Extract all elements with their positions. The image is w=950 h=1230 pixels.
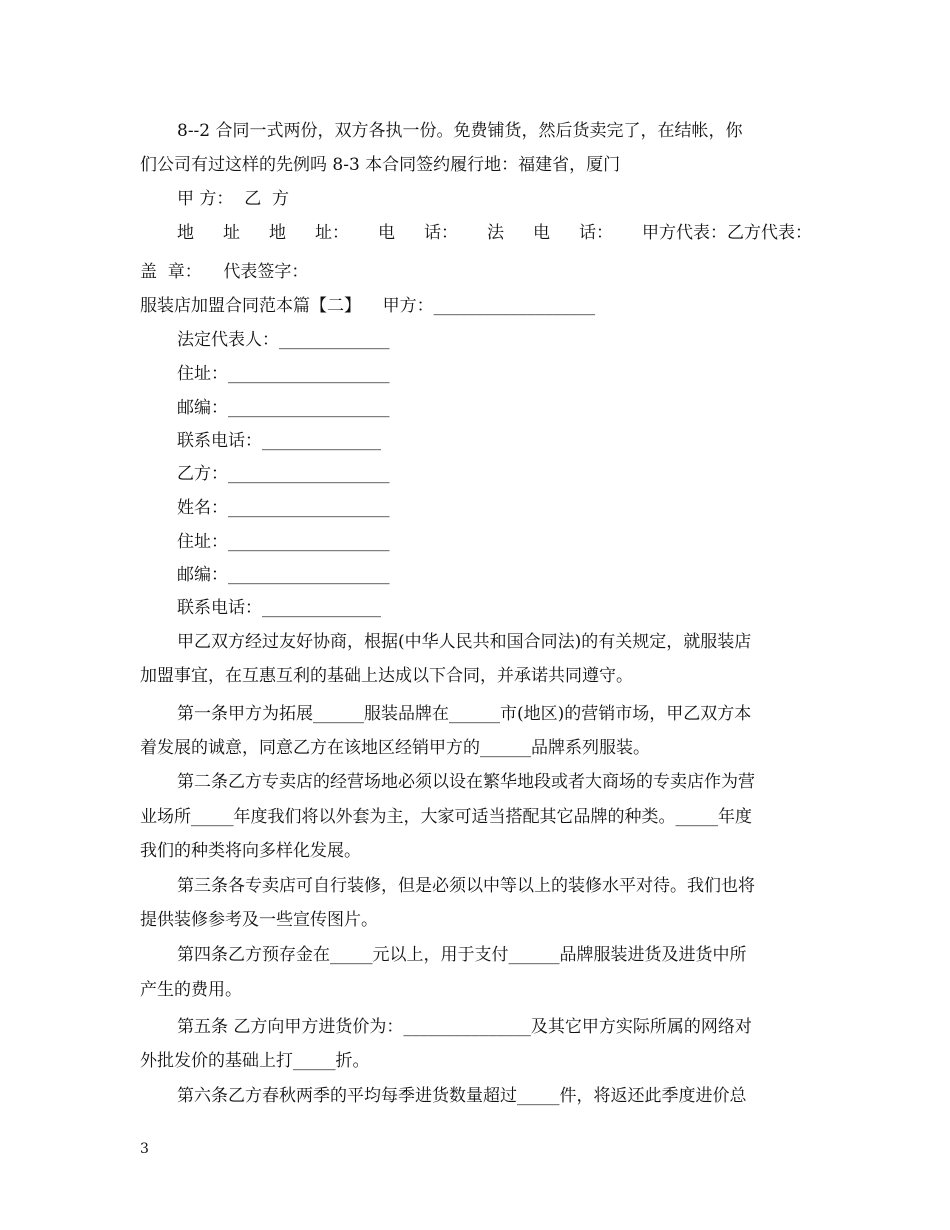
address-label: 地	[177, 223, 194, 243]
address-label: 地	[269, 223, 286, 243]
text-line: 甲 方： 乙 方	[177, 189, 290, 209]
paragraph-line: 第五条 乙方向甲方进货价为：_______________及其它甲方实际所属的网络对	[177, 1017, 752, 1037]
address-label: 址	[223, 223, 240, 243]
paragraph-line: 我们的种类将向多样化发展。	[140, 841, 361, 861]
legal-phone-label: 法	[487, 223, 504, 243]
text-line: 盖 章： 代表签字：	[140, 262, 309, 282]
form-field-line: 住址：___________________	[177, 532, 390, 552]
paragraph-line: 甲乙双方经过友好协商，根据(中华人民共和国合同法)的有关规定，就服装店	[177, 632, 752, 652]
paragraph-line: 第六条乙方春秋两季的平均每季进货数量超过_____件，将返还此季度进价总	[177, 1086, 747, 1106]
paragraph-line: 着发展的诚意，同意乙方在该地区经销甲方的______品牌系列服装。	[140, 738, 650, 758]
address-phone-row	[177, 223, 812, 243]
text-line: 8--2 合同一式两份，双方各执一份。免费铺货，然后货卖完了，在结帐，你	[177, 121, 743, 141]
form-field-line: 乙方：___________________	[177, 464, 390, 484]
paragraph-line: 第四条乙方预存金在_____元以上，用于支付______品牌服装进货及进货中所	[177, 945, 747, 965]
paragraph-line: 外批发价的基础上打_____折。	[140, 1051, 370, 1071]
form-field-line: 联系电话：______________	[177, 431, 381, 451]
form-field-line: 住址：___________________	[177, 364, 390, 384]
paragraph-line: 第三条各专卖店可自行装修，但是必须以中等以上的装修水平对待。我们也将	[177, 876, 755, 896]
phone-label: 电	[378, 223, 395, 243]
legal-phone-label: 话：	[579, 223, 613, 243]
legal-phone-label: 电	[533, 223, 550, 243]
paragraph-line: 产生的费用。	[140, 980, 242, 1000]
paragraph-line: 加盟事宜，在互惠互利的基础上达成以下合同，并承诺共同遵守。	[140, 666, 633, 686]
form-field-line: 姓名：___________________	[177, 498, 390, 518]
address-label: 址：	[315, 223, 349, 243]
text-line: 们公司有过这样的先例吗 8-3 本合同签约履行地：福建省，厦门	[140, 155, 621, 175]
phone-label: 话：	[424, 223, 458, 243]
paragraph-line: 提供装修参考及一些宣传图片。	[140, 910, 378, 930]
form-field-line: 联系电话：______________	[177, 598, 381, 618]
form-field-line: 邮编：___________________	[177, 398, 390, 418]
representative-label: 甲方代表：乙方代表：	[642, 223, 812, 243]
form-field-line: 法定代表人：_____________	[177, 330, 390, 350]
page-number: 3	[140, 1141, 149, 1157]
form-field-line: 邮编：___________________	[177, 565, 390, 585]
paragraph-line: 业场所_____年度我们将以外套为主，大家可适当搭配其它品牌的种类。_____年度	[140, 807, 752, 827]
paragraph-line: 第二条乙方专卖店的经营场地必须以设在繁华地段或者大商场的专卖店作为营	[177, 772, 755, 792]
paragraph-line: 第一条甲方为拓展______服装品牌在______市(地区)的营销市场，甲乙双方本	[177, 704, 752, 724]
section-title: 服装店加盟合同范本篇【二】 甲方：___________________	[140, 296, 596, 316]
